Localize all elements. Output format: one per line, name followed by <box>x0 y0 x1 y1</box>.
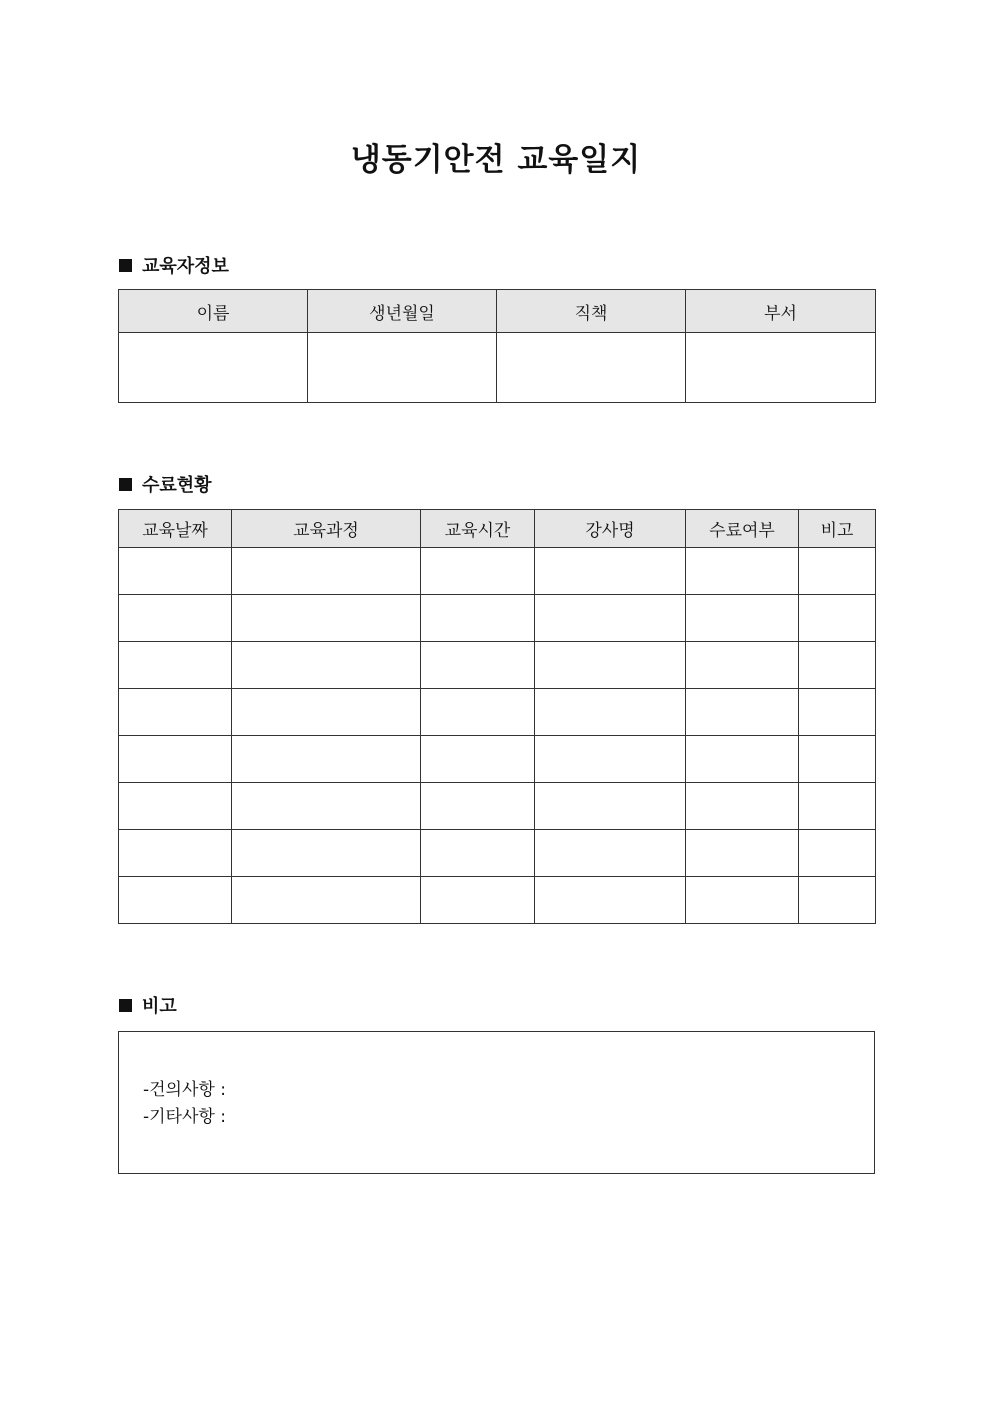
table-row <box>119 736 876 783</box>
table-cell[interactable] <box>686 642 799 689</box>
remarks-box[interactable] <box>118 1031 875 1174</box>
table-cell[interactable] <box>535 783 686 830</box>
table-cell[interactable] <box>535 548 686 595</box>
table-row <box>119 783 876 830</box>
table-cell[interactable] <box>232 877 421 924</box>
section-title: 수료현황 <box>142 475 212 496</box>
column-header-course: 교육과정 <box>232 510 421 548</box>
column-header-note: 비고 <box>799 510 876 548</box>
square-bullet-icon <box>119 478 132 491</box>
table-row <box>119 877 876 924</box>
table-cell[interactable] <box>232 689 421 736</box>
table-row <box>119 830 876 877</box>
table-cell[interactable] <box>535 642 686 689</box>
table-cell[interactable] <box>535 830 686 877</box>
table-cell[interactable] <box>119 783 232 830</box>
table-cell[interactable] <box>421 548 535 595</box>
section-title: 교육자정보 <box>142 256 229 277</box>
table-header-row <box>119 290 876 333</box>
table-cell[interactable] <box>799 877 876 924</box>
table-cell[interactable] <box>232 595 421 642</box>
document-title: 냉동기안전 교육일지 <box>350 142 642 178</box>
column-header-completed: 수료여부 <box>686 510 799 548</box>
table-cell[interactable] <box>232 783 421 830</box>
completion-status-table <box>118 509 876 924</box>
section-heading-completion-status <box>119 472 212 496</box>
table-cell[interactable] <box>421 642 535 689</box>
column-header-department: 부서 <box>686 290 876 333</box>
table-cell[interactable] <box>686 689 799 736</box>
column-header-hours: 교육시간 <box>421 510 535 548</box>
table-cell[interactable] <box>232 830 421 877</box>
table-cell[interactable] <box>799 830 876 877</box>
column-header-position: 직책 <box>497 290 686 333</box>
table-cell[interactable] <box>119 548 232 595</box>
column-header-birthdate: 생년월일 <box>308 290 497 333</box>
table-cell[interactable] <box>421 595 535 642</box>
table-cell[interactable] <box>799 595 876 642</box>
table-cell[interactable] <box>686 783 799 830</box>
table-row <box>119 548 876 595</box>
table-row <box>119 642 876 689</box>
column-header-instructor: 강사명 <box>535 510 686 548</box>
table-row <box>119 595 876 642</box>
table-header-row <box>119 510 876 548</box>
table-cell[interactable] <box>119 830 232 877</box>
table-cell[interactable] <box>686 595 799 642</box>
table-cell[interactable] <box>119 595 232 642</box>
section-heading-trainee-info <box>119 253 229 277</box>
column-header-date: 교육날짜 <box>119 510 232 548</box>
table-cell[interactable] <box>799 736 876 783</box>
table-cell[interactable] <box>686 877 799 924</box>
table-cell[interactable] <box>232 642 421 689</box>
trainee-info-table <box>118 289 876 403</box>
square-bullet-icon <box>119 259 132 272</box>
suggestions-line: -건의사항 : <box>143 1080 226 1100</box>
remarks-lines <box>143 1077 226 1131</box>
table-cell[interactable] <box>421 830 535 877</box>
table-cell[interactable] <box>421 877 535 924</box>
other-notes-line: -기타사항 : <box>143 1107 226 1127</box>
table-cell[interactable] <box>119 877 232 924</box>
table-cell[interactable] <box>535 736 686 783</box>
table-cell[interactable] <box>119 642 232 689</box>
name-cell[interactable] <box>119 333 308 403</box>
table-cell[interactable] <box>232 548 421 595</box>
table-cell[interactable] <box>421 689 535 736</box>
table-cell[interactable] <box>799 548 876 595</box>
table-row <box>119 689 876 736</box>
birthdate-cell[interactable] <box>308 333 497 403</box>
department-cell[interactable] <box>686 333 876 403</box>
table-cell[interactable] <box>119 689 232 736</box>
section-title: 비고 <box>142 996 177 1017</box>
position-cell[interactable] <box>497 333 686 403</box>
table-cell[interactable] <box>421 783 535 830</box>
table-cell[interactable] <box>799 642 876 689</box>
table-row <box>119 333 876 403</box>
square-bullet-icon <box>119 999 132 1012</box>
table-cell[interactable] <box>232 736 421 783</box>
table-cell[interactable] <box>686 830 799 877</box>
table-cell[interactable] <box>421 736 535 783</box>
table-cell[interactable] <box>119 736 232 783</box>
table-cell[interactable] <box>686 548 799 595</box>
table-cell[interactable] <box>535 595 686 642</box>
table-cell[interactable] <box>686 736 799 783</box>
table-cell[interactable] <box>535 689 686 736</box>
section-heading-remarks <box>119 993 177 1017</box>
table-cell[interactable] <box>535 877 686 924</box>
table-cell[interactable] <box>799 689 876 736</box>
column-header-name: 이름 <box>119 290 308 333</box>
table-cell[interactable] <box>799 783 876 830</box>
